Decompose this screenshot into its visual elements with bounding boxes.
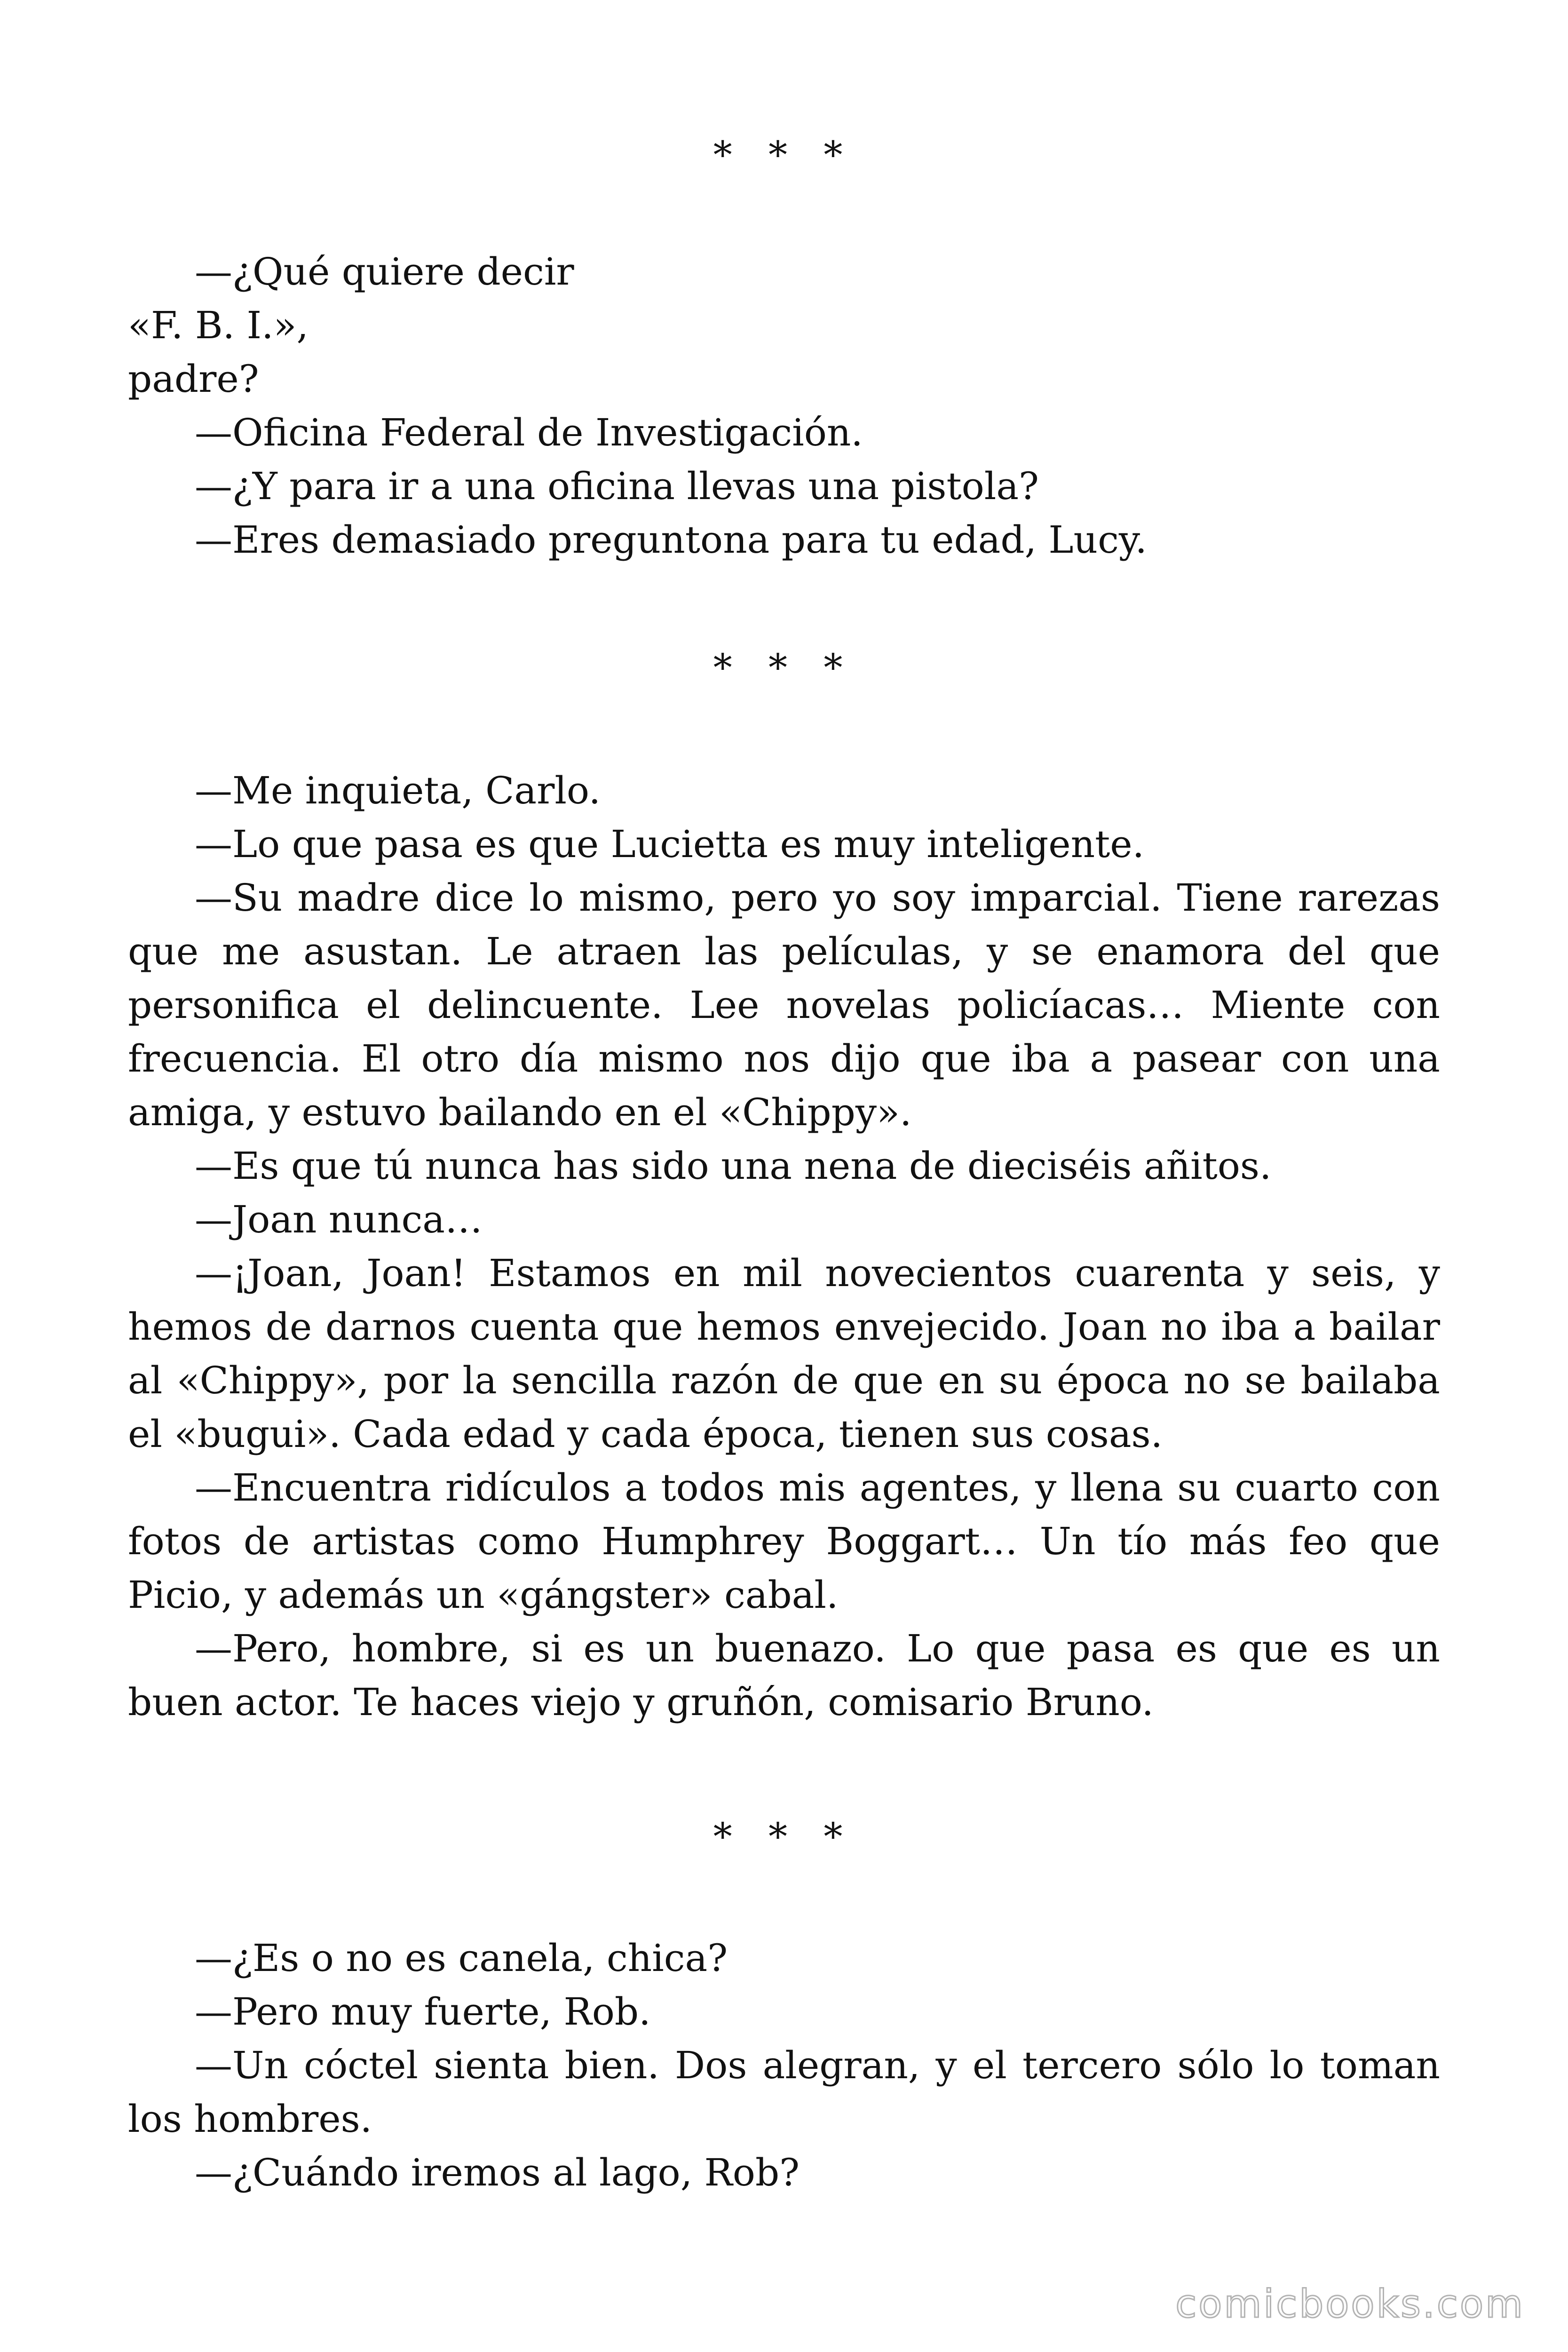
dialogue-paragraph: —Un cóctel sienta bien. Dos alegran, y el tercero sólo lo toman los hombres.: [128, 2043, 1440, 2141]
scene-separator: * * *: [713, 133, 855, 177]
dialogue-paragraph: —Lo que pasa es que Lucietta es muy inteligente.: [195, 822, 1145, 866]
watermark: comicbooks.com: [1175, 2282, 1525, 2327]
dialogue-paragraph: —¿Cuándo iremos al lago, Rob?: [195, 2151, 800, 2194]
dialogue-paragraph: —Pero muy fuerte, Rob.: [195, 1990, 651, 2034]
scene-separator: * * *: [713, 646, 855, 690]
section-2-text: [128, 764, 1440, 1729]
dialogue-line: padre?: [128, 357, 259, 401]
dialogue-line: «F. B. I.»,: [128, 303, 309, 347]
scene-separator: * * *: [713, 1815, 855, 1859]
dialogue-line: —¿Y para ir a una oficina llevas una pistola?: [195, 464, 1039, 508]
dialogue-paragraph: —Encuentra ridículos a todos mis agentes, y llena su cuarto con fotos de artistas como Humphrey Boggart… Un tío más feo que Picio, y además un «gángster» cabal.: [128, 1466, 1440, 1617]
dialogue-line: —Eres demasiado preguntona para tu edad, Lucy.: [195, 518, 1147, 562]
dialogue-paragraph: —Me inquieta, Carlo.: [195, 769, 601, 812]
dialogue-line: —Oficina Federal de Investigación.: [195, 411, 863, 454]
dialogue-paragraph: —Su madre dice lo mismo, pero yo soy imparcial. Tiene rarezas que me asustan. Le atraen las películas, y se enamora del que personifica el delincuente. Lee novelas policíacas… Miente con frecuencia. El otro día mismo nos dijo que iba a pasear con una amiga, y estuvo bailando en el «Chippy».: [128, 876, 1440, 1134]
dialogue-paragraph: —Joan nunca…: [195, 1198, 483, 1241]
dialogue-paragraph: —Es que tú nunca has sido una nena de dieciséis añitos.: [195, 1144, 1272, 1188]
section-1-text: [128, 245, 1440, 567]
dialogue-paragraph: —¿Es o no es canela, chica?: [195, 1936, 728, 1980]
dialogue-line: —¿Qué quiere decir: [195, 250, 574, 294]
section-3-text: [128, 1931, 1440, 2200]
dialogue-paragraph: —Pero, hombre, si es un buenazo. Lo que pasa es que es un buen actor. Te haces viejo y gruñón, comisario Bruno.: [128, 1627, 1440, 1724]
dialogue-paragraph: —¡Joan, Joan! Estamos en mil novecientos cuarenta y seis, y hemos de darnos cuenta que hemos envejecido. Joan no iba a bailar al «Chippy», por la sencilla razón de que en su época no se bailaba el «bugui». Cada edad y cada época, tienen sus cosas.: [128, 1251, 1440, 1456]
